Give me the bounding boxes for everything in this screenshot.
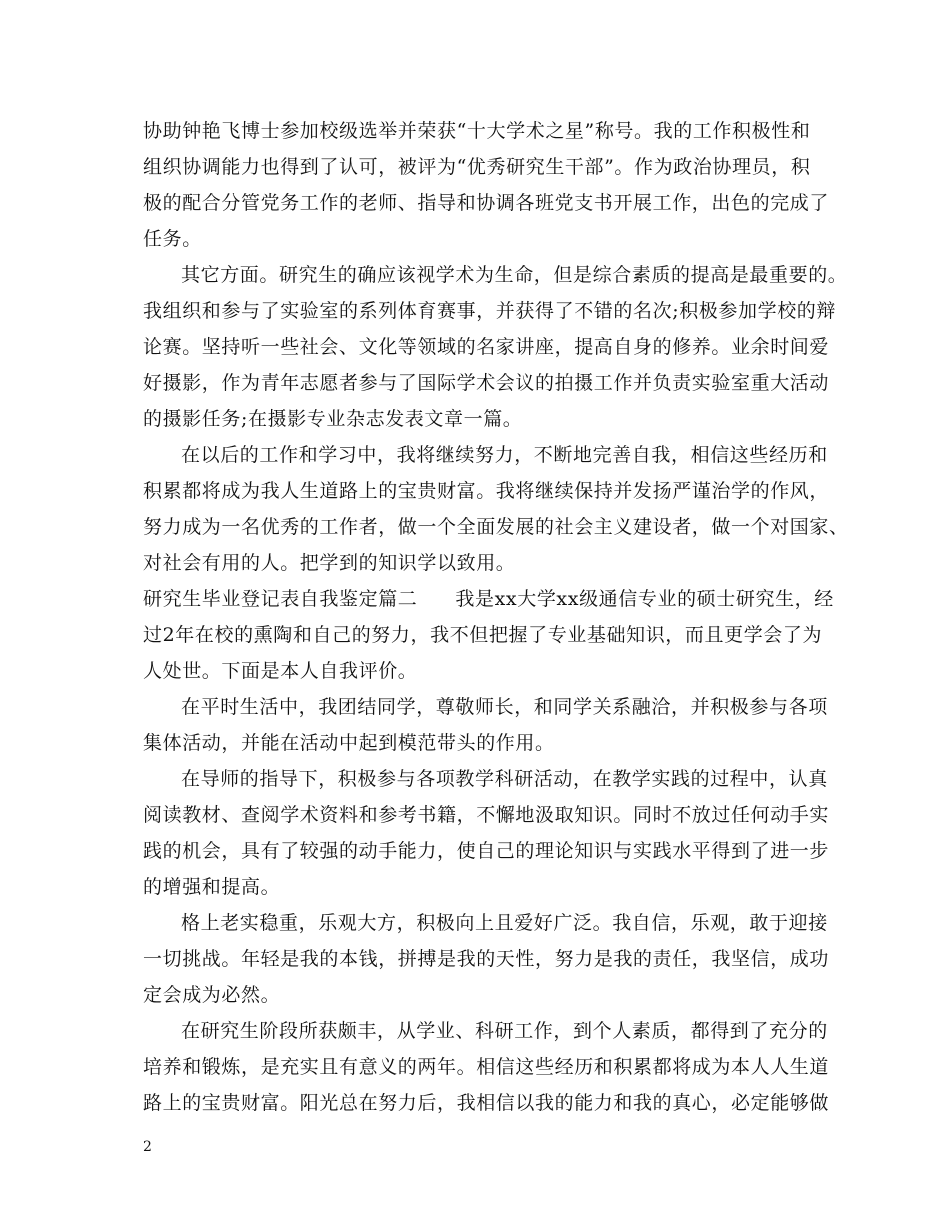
paragraph-start: 其它方面。研究生的确应该视学术为生命，但是综合素质的提高是最重要的。 — [181, 264, 848, 286]
text-line: 极的配合分管党务工作的老师、指导和协调各班党支书开展工作，出色的完成了 — [143, 192, 830, 214]
text-line: 践的机会，具有了较强的动手能力，使自己的理论知识与实践水平得到了进一步 — [143, 840, 830, 862]
text-line: 培养和锻炼，是充实且有意义的两年。相信这些经历和积累都将成为本人人生道 — [143, 1056, 830, 1078]
text-line: 过2年在校的熏陶和自己的努力，我不但把握了专业基础知识，而且更学会了为 — [143, 624, 823, 646]
text-line: 路上的宝贵财富。阳光总在努力后，我相信以我的能力和我的真心，必定能够做 — [143, 1092, 830, 1114]
text-line: 协助钟艳飞博士参加校级选举并荣获“十大学术之星”称号。我的工作积极性和 — [143, 120, 811, 142]
text-line: 论赛。坚持听一些社会、文化等领域的名家讲座，提高自身的修养。业余时间爱 — [143, 336, 830, 358]
text-line: 的摄影任务;在摄影专业杂志发表文章一篇。 — [143, 408, 523, 430]
text-line: 定会成为必然。 — [143, 984, 281, 1006]
section-title: 研究生毕业登记表自我鉴定篇二 — [143, 588, 418, 610]
paragraph-start: 在以后的工作和学习中，我将继续努力，不断地完善自我，相信这些经历和 — [181, 444, 828, 466]
paragraph-start: 格上老实稳重，乐观大方，积极向上且爱好广泛。我自信，乐观，敢于迎接 — [181, 912, 828, 934]
paragraph-start: 在导师的指导下，积极参与各项教学科研活动，在教学实践的过程中，认真 — [181, 768, 828, 790]
text-line: 集体活动，并能在活动中起到模范带头的作用。 — [143, 732, 555, 754]
section-intro-text: 我是xx大学xx级通信专业的硕士研究生，经 — [455, 588, 834, 610]
text-line: 积累都将成为我人生道路上的宝贵财富。我将继续保持并发扬严谨治学的作风， — [143, 480, 830, 502]
paragraph-start: 在研究生阶段所获颇丰，从学业、科研工作，到个人素质，都得到了充分的 — [181, 1020, 828, 1042]
text-line: 我组织和参与了实验室的系列体育赛事，并获得了不错的名次;积极参加学校的辩 — [143, 300, 837, 322]
page-number: 2 — [143, 1139, 152, 1155]
text-line: 努力成为一名优秀的工作者，做一个全面发展的社会主义建设者，做一个对国家、 — [143, 516, 849, 538]
text-line: 好摄影，作为青年志愿者参与了国际学术会议的拍摄工作并负责实验室重大活动 — [143, 372, 830, 394]
text-line: 的增强和提高。 — [143, 876, 281, 898]
section-heading-line — [143, 587, 834, 611]
text-line: 任务。 — [143, 228, 202, 250]
text-line: 人处世。下面是本人自我评价。 — [143, 660, 418, 682]
text-line: 组织协调能力也得到了认可，被评为“优秀研究生干部”。作为政治协理员，积 — [143, 156, 811, 178]
text-line: 一切挑战。年轻是我的本钱，拼搏是我的天性，努力是我的责任，我坚信，成功 — [143, 948, 830, 970]
text-line: 阅读教材、查阅学术资料和参考书籍，不懈地汲取知识。同时不放过任何动手实 — [143, 804, 830, 826]
text-line: 对社会有用的人。把学到的知识学以致用。 — [143, 552, 516, 574]
paragraph-start: 在平时生活中，我团结同学，尊敬师长，和同学关系融洽，并积极参与各项 — [181, 696, 828, 718]
